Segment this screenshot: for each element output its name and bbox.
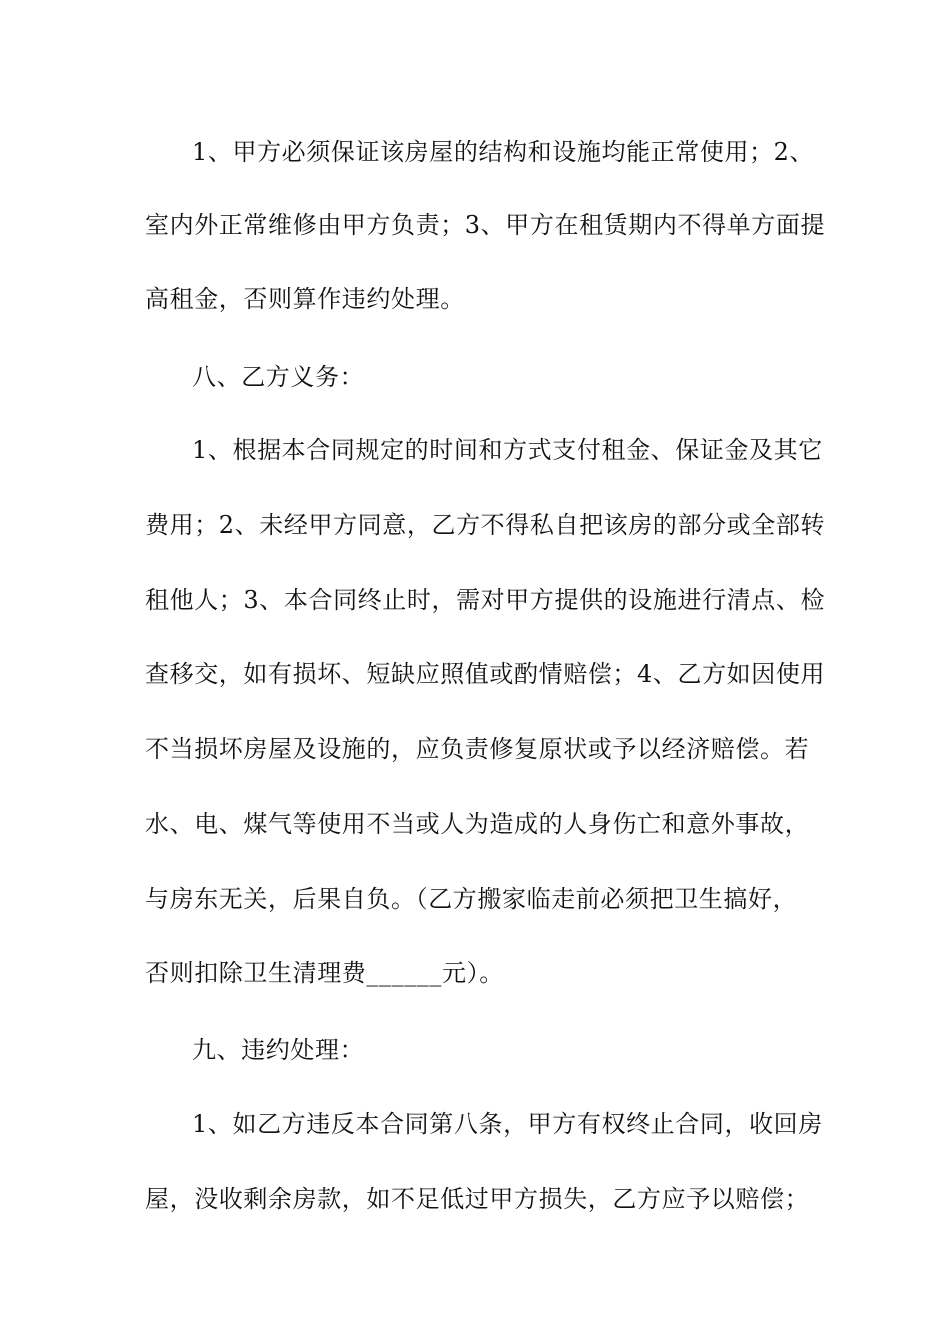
paragraph-line: 与房东无关，后果自负。（乙方搬家临走前必须把卫生搞好，	[145, 885, 798, 913]
paragraph-line: 1、根据本合同规定的时间和方式支付租金、保证金及其它	[192, 436, 823, 464]
paragraph-line: 否则扣除卫生清理费______元）。	[145, 959, 504, 987]
paragraph-line: 高租金，否则算作违约处理。	[145, 285, 465, 313]
section-heading: 九、违约处理：	[192, 1036, 365, 1064]
paragraph-line: 1、如乙方违反本合同第八条，甲方有权终止合同，收回房	[192, 1110, 823, 1138]
section-heading: 八、乙方义务：	[192, 363, 365, 391]
paragraph-line: 租他人；3、本合同终止时，需对甲方提供的设施进行清点、检	[145, 586, 826, 614]
paragraph-line: 1、甲方必须保证该房屋的结构和设施均能正常使用；2、	[192, 138, 815, 166]
paragraph-line: 费用；2、未经甲方同意，乙方不得私自把该房的部分或全部转	[145, 511, 826, 539]
paragraph-line: 屋，没收剩余房款，如不足低过甲方损失，乙方应予以赔偿；	[145, 1185, 810, 1213]
paragraph-line: 水、电、煤气等使用不当或人为造成的人身伤亡和意外事故，	[145, 810, 810, 838]
paragraph-line: 查移交，如有损坏、短缺应照值或酌情赔偿；4、乙方如因使用	[145, 660, 826, 688]
paragraph-line: 不当损坏房屋及设施的，应负责修复原状或予以经济赔偿。若	[145, 735, 810, 763]
paragraph-line: 室内外正常维修由甲方负责；3、甲方在租赁期内不得单方面提	[145, 211, 826, 239]
